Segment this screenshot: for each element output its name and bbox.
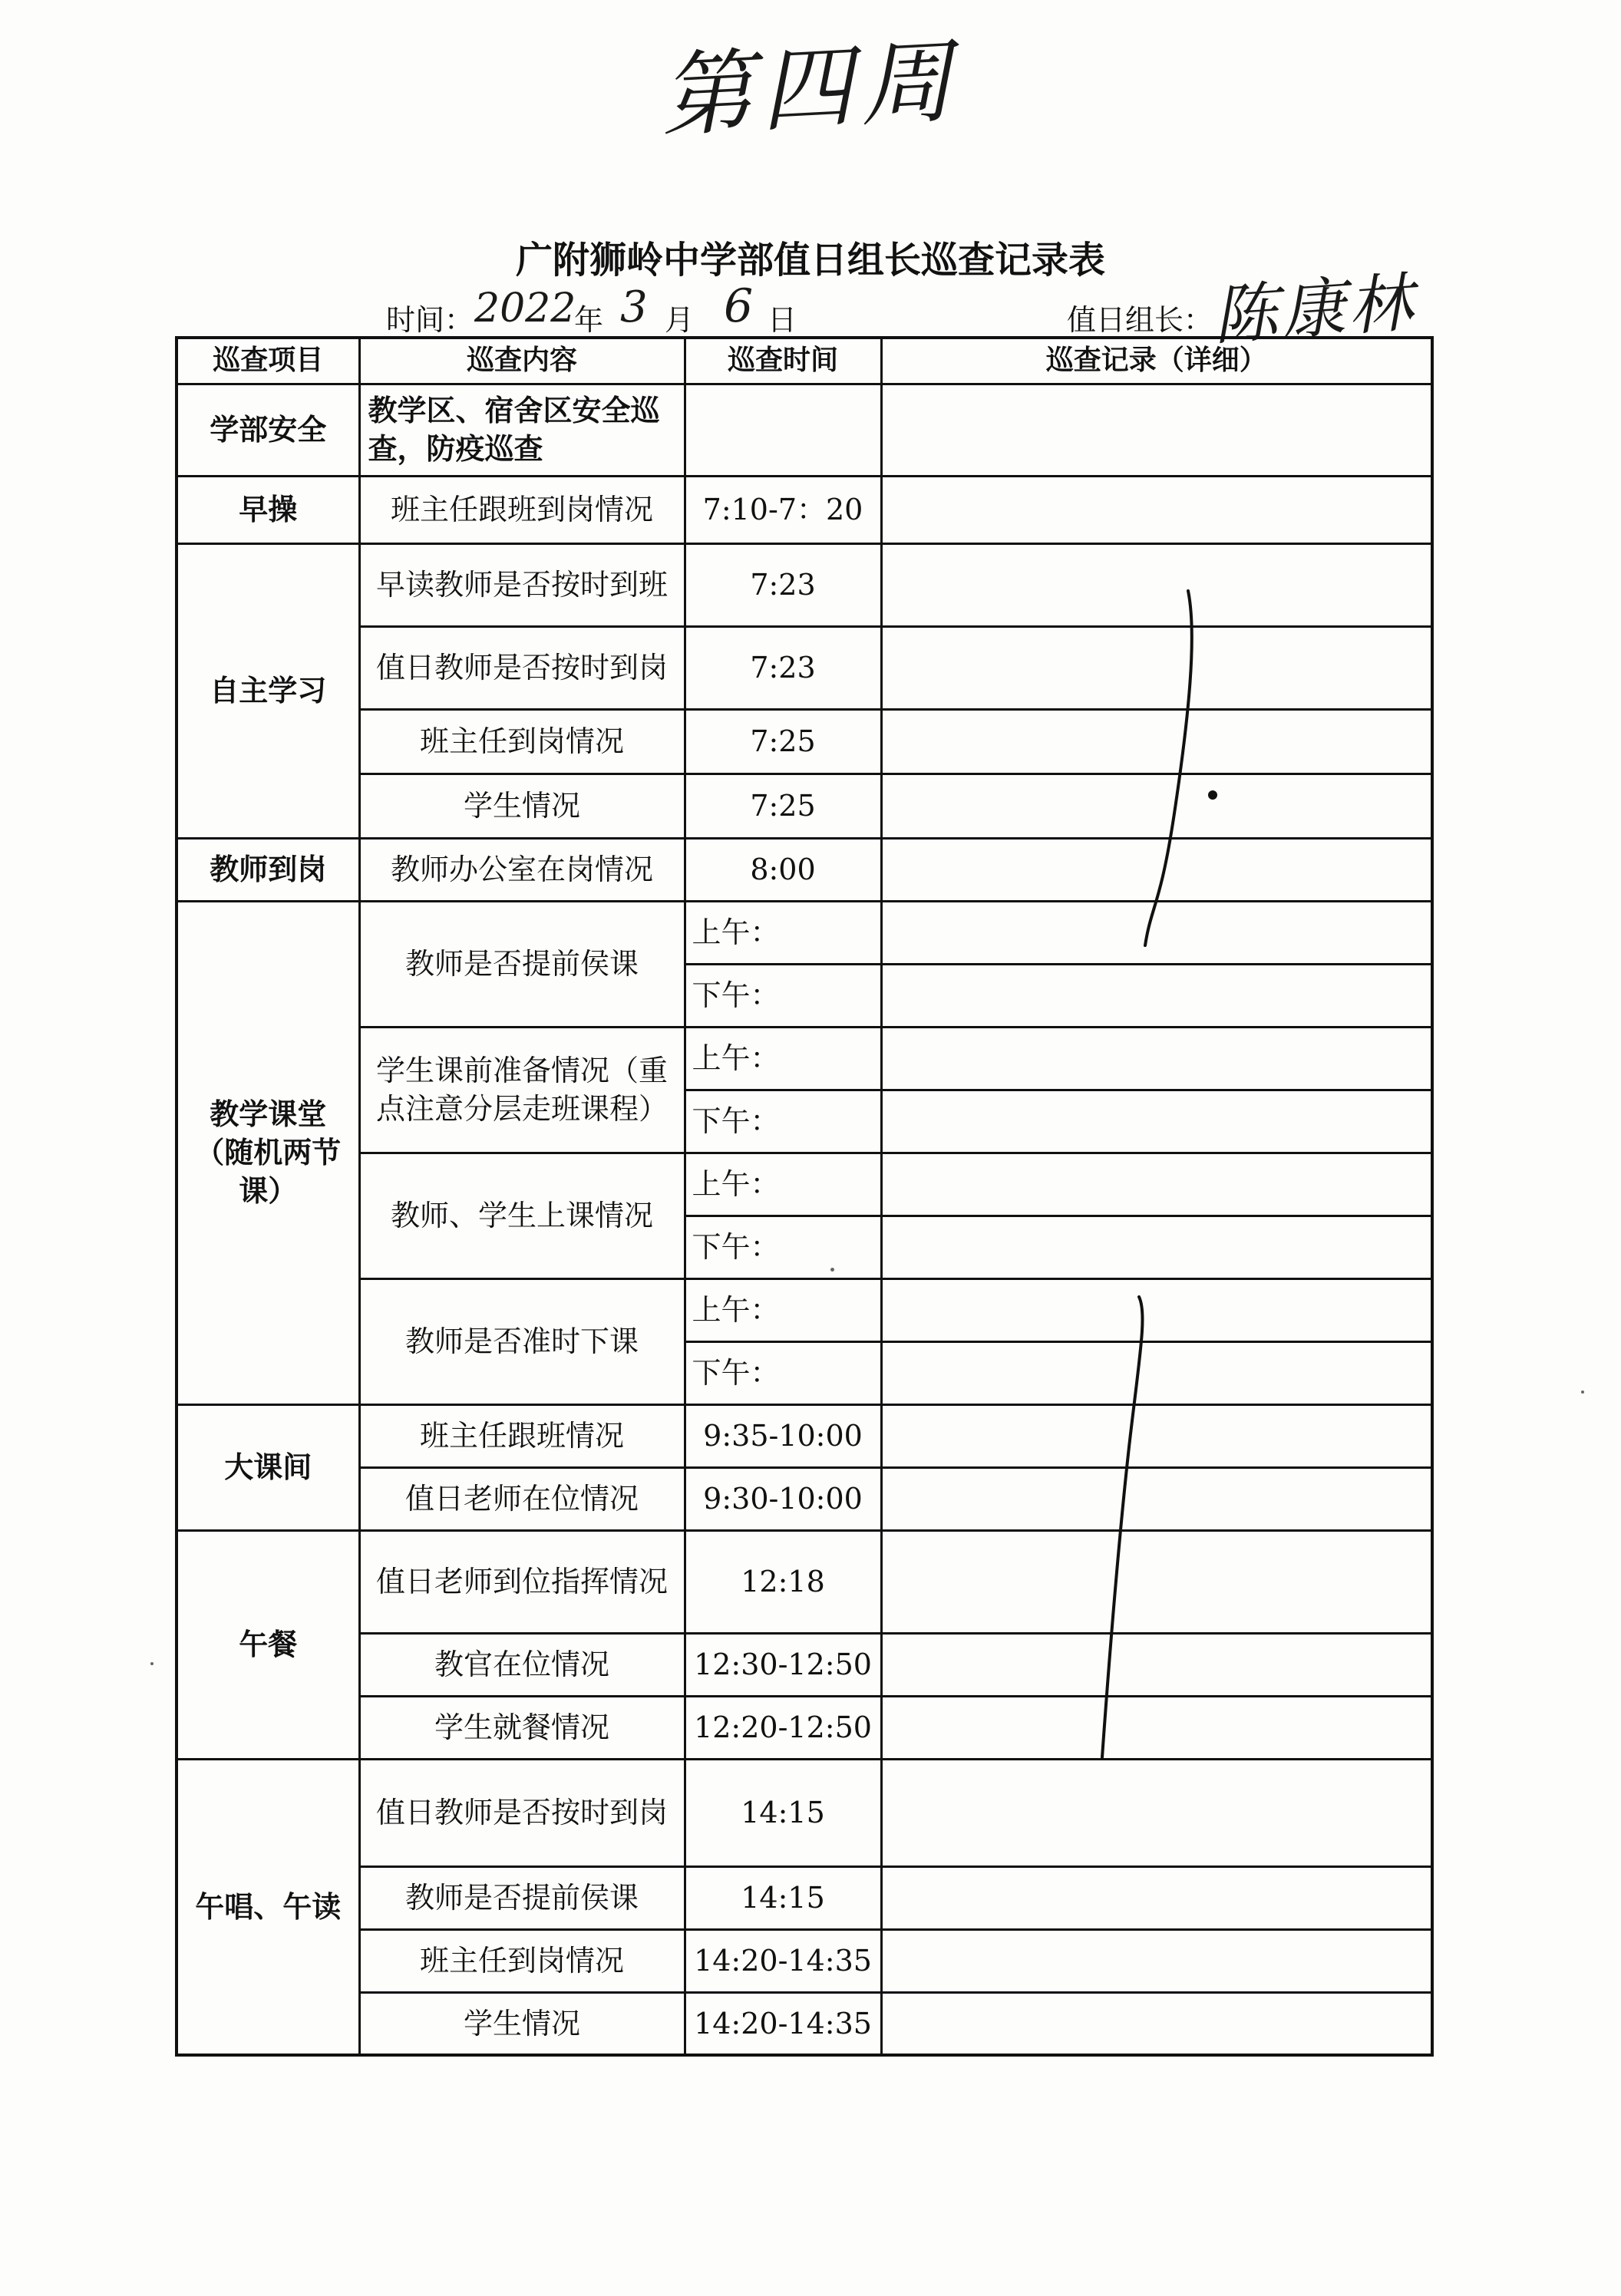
table-row bbox=[177, 709, 1432, 774]
record-cell[interactable] bbox=[881, 774, 1432, 838]
table-row bbox=[177, 1530, 1432, 1633]
time-year: 2022 bbox=[474, 285, 576, 332]
time-cell: 12:30-12:50 bbox=[685, 1633, 881, 1696]
table-row bbox=[177, 1278, 1432, 1341]
time-cell: 7:10-7：20 bbox=[685, 476, 881, 543]
table-row bbox=[177, 1929, 1432, 1992]
record-cell[interactable] bbox=[881, 1341, 1432, 1404]
record-cell[interactable] bbox=[881, 626, 1432, 709]
table-row bbox=[177, 1404, 1432, 1467]
record-cell[interactable] bbox=[881, 476, 1432, 543]
time-month: 3 bbox=[620, 282, 648, 332]
time-cell: 下午： bbox=[685, 964, 881, 1027]
time-cell: 7:25 bbox=[685, 774, 881, 838]
paper-speck bbox=[150, 1662, 154, 1665]
time-label: 时间： bbox=[386, 303, 474, 337]
category-cell: 教学课堂（随机两节课） bbox=[177, 901, 359, 1404]
record-cell[interactable] bbox=[881, 1404, 1432, 1467]
table-row bbox=[177, 1992, 1432, 2055]
category-cell: 教师到岗 bbox=[177, 838, 359, 901]
category-cell: 大课间 bbox=[177, 1404, 359, 1530]
category-cell: 午餐 bbox=[177, 1530, 359, 1759]
content-cell: 学生情况 bbox=[359, 774, 685, 838]
content-cell: 值日教师是否按时到岗 bbox=[359, 626, 685, 709]
record-cell[interactable] bbox=[881, 1866, 1432, 1929]
table-row bbox=[177, 1866, 1432, 1929]
time-cell: 下午： bbox=[685, 1216, 881, 1278]
time-day: 6 bbox=[724, 279, 754, 333]
header-time: 巡查时间 bbox=[685, 338, 881, 384]
record-cell[interactable] bbox=[881, 964, 1432, 1027]
record-cell[interactable] bbox=[881, 1278, 1432, 1341]
time-cell: 7:23 bbox=[685, 543, 881, 626]
content-cell: 学生情况 bbox=[359, 1992, 685, 2055]
content-cell: 教师是否提前侯课 bbox=[359, 901, 685, 1027]
record-cell[interactable] bbox=[881, 1530, 1432, 1633]
leader-name-signature: 陈康林 bbox=[1210, 264, 1418, 355]
record-cell[interactable] bbox=[881, 1633, 1432, 1696]
record-cell[interactable] bbox=[881, 1090, 1432, 1153]
record-cell[interactable] bbox=[881, 709, 1432, 774]
table-row bbox=[177, 384, 1432, 476]
time-cell: 12:20-12:50 bbox=[685, 1696, 881, 1759]
category-cell: 早操 bbox=[177, 476, 359, 543]
content-cell: 教师是否准时下课 bbox=[359, 1278, 685, 1404]
table-row bbox=[177, 838, 1432, 901]
content-cell: 班主任到岗情况 bbox=[359, 709, 685, 774]
content-cell: 早读教师是否按时到班 bbox=[359, 543, 685, 626]
table-row bbox=[177, 1696, 1432, 1759]
content-cell: 教师、学生上课情况 bbox=[359, 1153, 685, 1278]
time-cell: 14:15 bbox=[685, 1866, 881, 1929]
record-cell[interactable] bbox=[881, 384, 1432, 476]
time-day-unit: 日 bbox=[768, 303, 797, 337]
time-cell: 14:20-14:35 bbox=[685, 1992, 881, 2055]
time-cell bbox=[685, 384, 881, 476]
category-cell: 午唱、午读 bbox=[177, 1759, 359, 2055]
table-row bbox=[177, 1467, 1432, 1530]
paper-speck bbox=[1581, 1390, 1584, 1394]
time-cell: 上午： bbox=[685, 901, 881, 964]
record-cell[interactable] bbox=[881, 838, 1432, 901]
content-cell: 班主任到岗情况 bbox=[359, 1929, 685, 1992]
content-cell: 班主任跟班情况 bbox=[359, 1404, 685, 1467]
week-mark: 第四周 bbox=[658, 28, 962, 151]
header-record: 巡查记录（详细） bbox=[881, 338, 1432, 384]
table-header-row bbox=[177, 338, 1432, 384]
paper-speck bbox=[830, 1268, 834, 1272]
content-cell: 学生就餐情况 bbox=[359, 1696, 685, 1759]
time-cell: 7:23 bbox=[685, 626, 881, 709]
time-cell: 12:18 bbox=[685, 1530, 881, 1633]
table-row bbox=[177, 543, 1432, 626]
record-cell[interactable] bbox=[881, 1027, 1432, 1090]
table-row bbox=[177, 1633, 1432, 1696]
time-cell: 7:25 bbox=[685, 709, 881, 774]
record-cell[interactable] bbox=[881, 1216, 1432, 1278]
table-row bbox=[177, 774, 1432, 838]
patrol-record-table bbox=[175, 336, 1434, 2057]
record-cell[interactable] bbox=[881, 543, 1432, 626]
time-cell: 上午： bbox=[685, 1153, 881, 1216]
content-cell: 值日教师是否按时到岗 bbox=[359, 1759, 685, 1866]
category-cell: 自主学习 bbox=[177, 543, 359, 838]
time-cell: 14:20-14:35 bbox=[685, 1929, 881, 1992]
content-cell: 班主任跟班到岗情况 bbox=[359, 476, 685, 543]
time-cell: 9:35-10:00 bbox=[685, 1404, 881, 1467]
content-cell: 值日老师在位情况 bbox=[359, 1467, 685, 1530]
record-cell[interactable] bbox=[881, 1153, 1432, 1216]
time-cell: 下午： bbox=[685, 1090, 881, 1153]
header-item: 巡查项目 bbox=[177, 338, 359, 384]
record-cell[interactable] bbox=[881, 1992, 1432, 2055]
time-cell: 9:30-10:00 bbox=[685, 1467, 881, 1530]
content-cell: 值日老师到位指挥情况 bbox=[359, 1530, 685, 1633]
table-row bbox=[177, 476, 1432, 543]
time-cell: 8:00 bbox=[685, 838, 881, 901]
record-cell[interactable] bbox=[881, 1696, 1432, 1759]
time-month-unit: 月 bbox=[665, 303, 695, 337]
time-year-unit: 年 bbox=[574, 303, 604, 337]
content-cell: 教师是否提前侯课 bbox=[359, 1866, 685, 1929]
record-cell[interactable] bbox=[881, 1759, 1432, 1866]
record-cell[interactable] bbox=[881, 901, 1432, 964]
record-cell[interactable] bbox=[881, 1929, 1432, 1992]
leader-label: 值日组长： bbox=[1067, 303, 1213, 337]
content-cell: 教学区、宿舍区安全巡查，防疫巡查 bbox=[359, 384, 685, 476]
content-cell: 教师办公室在岗情况 bbox=[359, 838, 685, 901]
table-row bbox=[177, 1153, 1432, 1216]
form-title: 广附狮岭中学部值日组长巡查记录表 bbox=[515, 239, 1105, 282]
time-cell: 下午： bbox=[685, 1341, 881, 1404]
table-row bbox=[177, 626, 1432, 709]
content-cell: 学生课前准备情况（重点注意分层走班课程） bbox=[359, 1027, 685, 1153]
table-row bbox=[177, 1759, 1432, 1866]
header-content: 巡查内容 bbox=[359, 338, 685, 384]
record-cell[interactable] bbox=[881, 1467, 1432, 1530]
content-cell: 教官在位情况 bbox=[359, 1633, 685, 1696]
time-cell: 14:15 bbox=[685, 1759, 881, 1866]
category-cell: 学部安全 bbox=[177, 384, 359, 476]
time-cell: 上午： bbox=[685, 1027, 881, 1090]
table-row bbox=[177, 901, 1432, 964]
time-cell: 上午： bbox=[685, 1278, 881, 1341]
table-row bbox=[177, 1027, 1432, 1090]
